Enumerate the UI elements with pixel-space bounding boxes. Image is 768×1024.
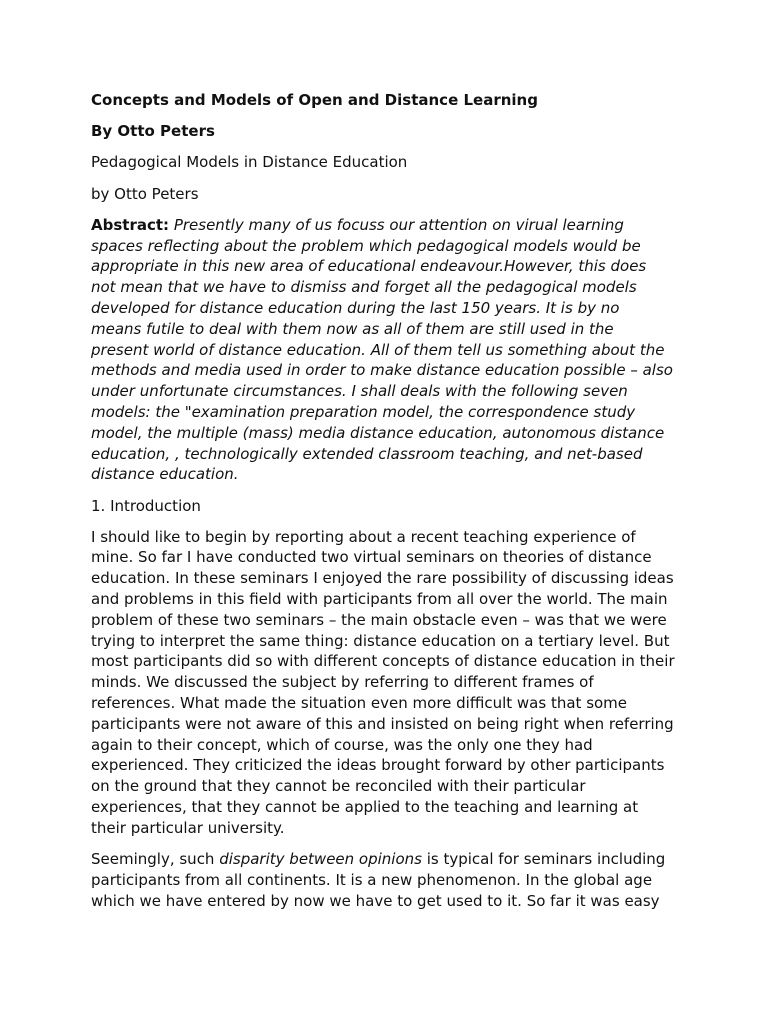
para2-line: which we have entered by now we have to get used to it. So far it was easy: [91, 891, 660, 910]
body-paragraph-2: [91, 849, 681, 911]
abstract-line: education, , technologically extended classroom teaching, and net-based: [91, 444, 643, 463]
intro-line: education. In these seminars I enjoyed the rare possibility of discussing ideas: [91, 569, 674, 588]
abstract-line: model, the multiple (mass) media distance education, autonomous distance: [91, 423, 665, 442]
emphasis-text: disparity between opinions: [219, 850, 422, 869]
abstract-line: means futile to deal with them now as all of them are still used in the: [91, 319, 614, 338]
intro-paragraph: [91, 527, 681, 839]
intro-line: participants were not aware of this and insisted on being right when referring: [91, 714, 674, 733]
abstract-line: present world of distance education. All of them tell us something about the: [91, 340, 665, 359]
intro-line: and problems in this field with participants from all over the world. The main: [91, 590, 668, 609]
abstract-line: methods and media used in order to make distance education possible – also: [91, 361, 673, 380]
abstract-label: Abstract:: [91, 215, 170, 234]
document-subtitle: Pedagogical Models in Distance Education: [91, 153, 408, 172]
intro-line: experiences, that they cannot be applied to the teaching and learning at: [91, 798, 639, 817]
intro-line: minds. We discussed the subject by referring to different frames of: [91, 673, 594, 692]
intro-line: trying to interpret the same thing: distance education on a tertiary level. But: [91, 631, 670, 650]
para2-text: is typical for seminars including: [421, 850, 666, 869]
document-title: Concepts and Models of Open and Distance Learning: [91, 91, 538, 109]
intro-line: on the ground that they cannot be reconciled with their particular: [91, 777, 586, 796]
abstract-line: models: the "examination preparation model, the correspondence study: [91, 402, 636, 421]
document-byline: By Otto Peters: [91, 122, 215, 141]
intro-line: problem of these two seminars – the main obstacle even – was that we were: [91, 610, 667, 629]
intro-line: experienced. They criticized the ideas brought forward by other participants: [91, 756, 665, 775]
intro-line: mine. So far I have conducted two virtual seminars on theories of distance: [91, 548, 652, 567]
abstract-line: distance education.: [91, 465, 239, 484]
abstract-line: not mean that we have to dismiss and forget all the pedagogical models: [91, 278, 637, 297]
intro-line: references. What made the situation even more difficult was that some: [91, 694, 628, 713]
intro-line: I should like to begin by reporting about a recent teaching experience of: [91, 527, 636, 546]
abstract-line: Presently many of us focuss our attention on virual learning: [173, 215, 624, 234]
intro-line: again to their concept, which of course, was the only one they had: [91, 735, 593, 754]
intro-line: most participants did so with different concepts of distance education in their: [91, 652, 675, 671]
document-subbyline: by Otto Peters: [91, 184, 199, 203]
para2-line: [91, 849, 681, 870]
abstract-line: developed for distance education during the last 150 years. It is by no: [91, 298, 620, 317]
abstract-paragraph: [91, 215, 681, 485]
abstract-line: under unfortunate circumstances. I shall deals with the following seven: [91, 382, 628, 401]
abstract-line: appropriate in this new area of educational endeavour.However, this does: [91, 257, 647, 276]
intro-line: their particular university.: [91, 818, 285, 837]
abstract-text: [91, 216, 681, 485]
para2-line: participants from all continents. It is a new phenomenon. In the global age: [91, 870, 653, 889]
abstract-line: spaces reflecting about the problem which pedagogical models would be: [91, 236, 641, 255]
section-heading: 1. Introduction: [91, 496, 201, 515]
para2-text: Seemingly, such: [91, 850, 220, 869]
document-body: [91, 90, 681, 922]
